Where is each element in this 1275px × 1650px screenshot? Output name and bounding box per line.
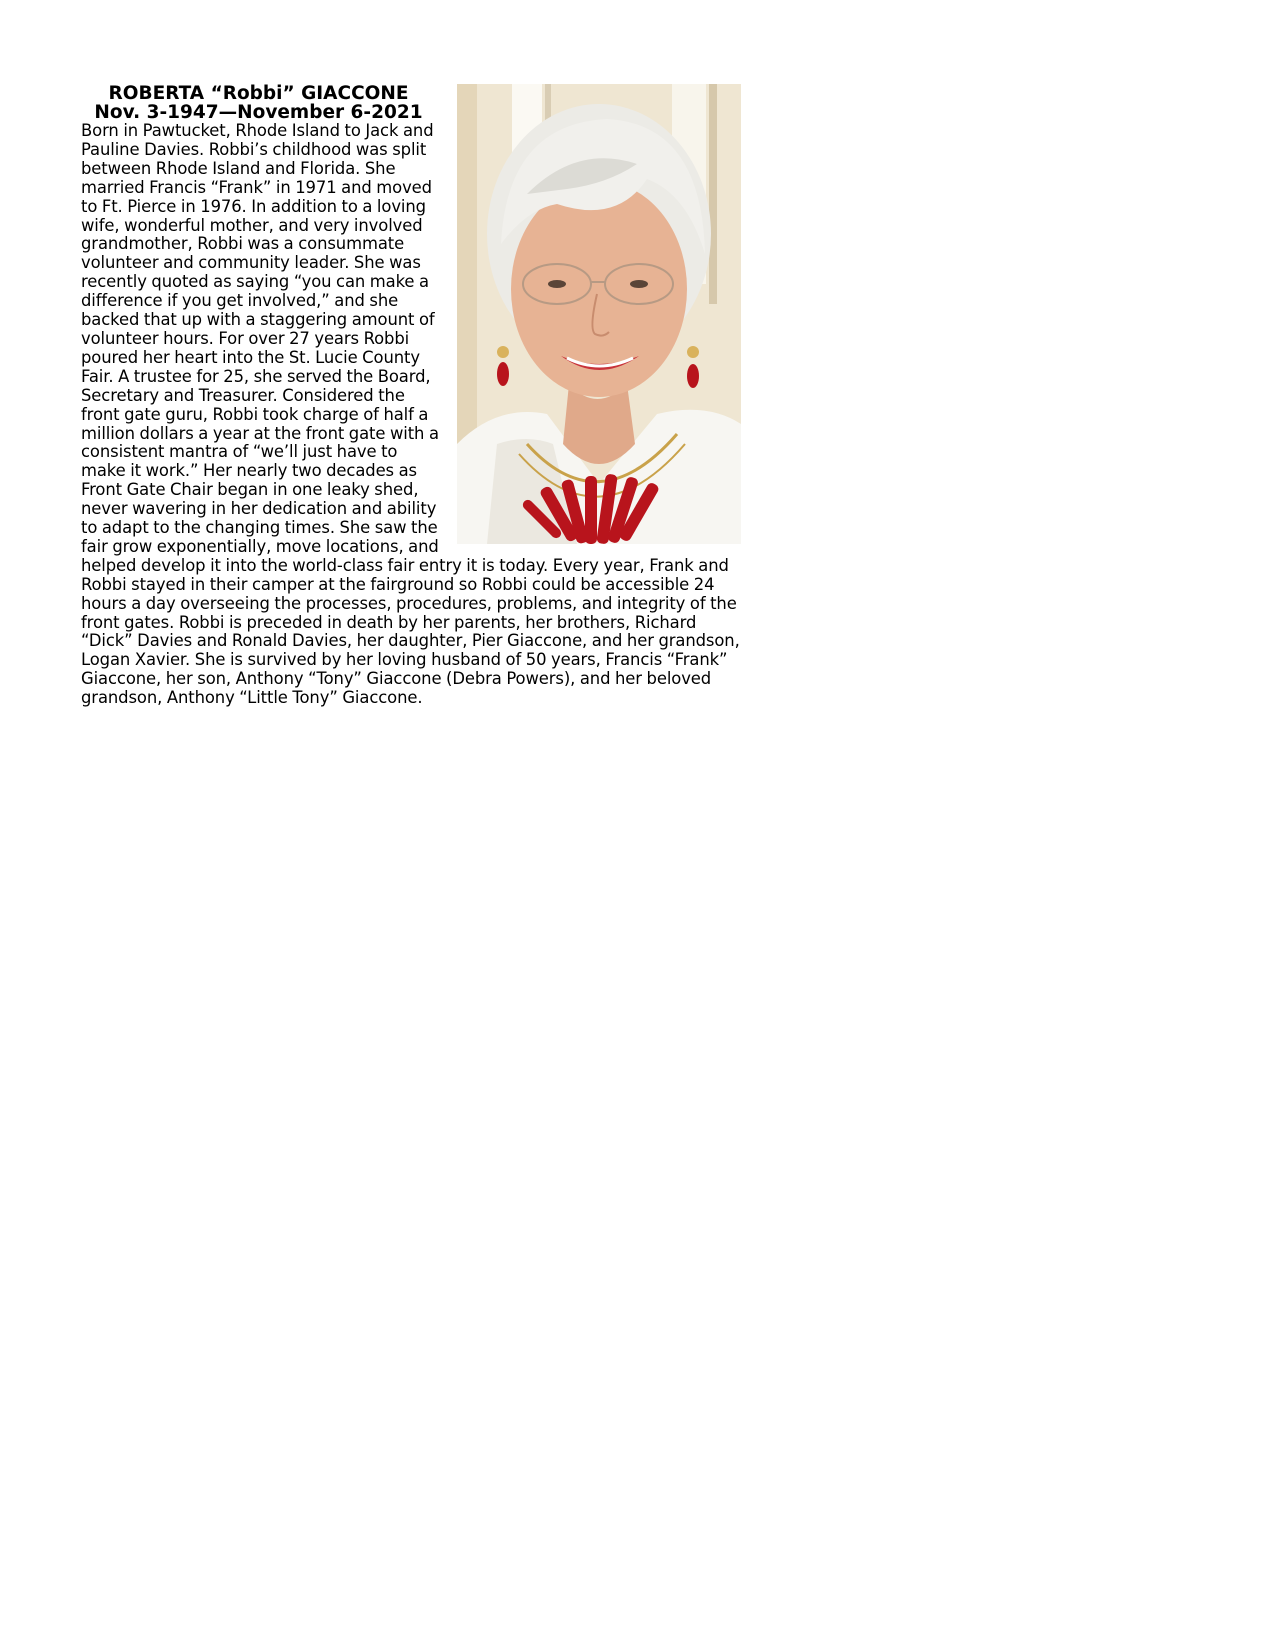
obituary <box>81 84 741 708</box>
portrait-photo <box>457 84 741 544</box>
obituary-name: ROBERTA “Robbi” GIACCONE <box>108 83 409 104</box>
obituary-text: Born in Pawtucket, Rhode Island to Jack and Pauline Davies. Robbi’s childhood was split between Rhode Island and Florida. She married Francis “Frank” in 1971 and moved to Ft. Pierce in 1976. In addition to a loving wife, wonderful mother, and very involved grandmother, Robbi was a consummate volunteer and community leader. She was recently quoted as saying “you can make a difference if you get involved,” and she backed that up with a staggering amount of volunteer hours. For over 27 years Robbi poured her heart into the St. Lucie County Fair. A trustee for 25, she served the Board, Secretary and Treasurer. Considered the front gate guru, Robbi took charge of half a million dollars a year at the front gate with a consistent mantra of “we’ll just have to make it work.” Her nearly two decades as Front Gate Chair began in one leaky shed, never wavering in her dedication and ability to adapt to the changing times. She saw the fair grow exponentially, move locations, and helped develop it into the world-class fair entry it is today. Every year, Frank and Robbi stayed in their camper at the fairground so Robbi could be accessible 24 hours a day overseeing the processes, procedures, problems, and integrity of the front gates. Robbi is preceded in death by her parents, her brothers, Richard “Dick” Davies and Ronald Davies, her daughter, Pier Giaccone, and her grandson, Logan Xavier. She is survived by her loving husband of 50 years, Francis “Frank” Giaccone, her son, Anthony “Tony” Giaccone (Debra Powers), and her beloved grandson, Anthony “Little Tony” Giaccone. <box>81 121 740 708</box>
obituary-dates: Nov. 3-1947—November 6-2021 <box>94 102 423 123</box>
obituary-heading <box>81 84 436 122</box>
portrait-illustration <box>457 84 741 544</box>
